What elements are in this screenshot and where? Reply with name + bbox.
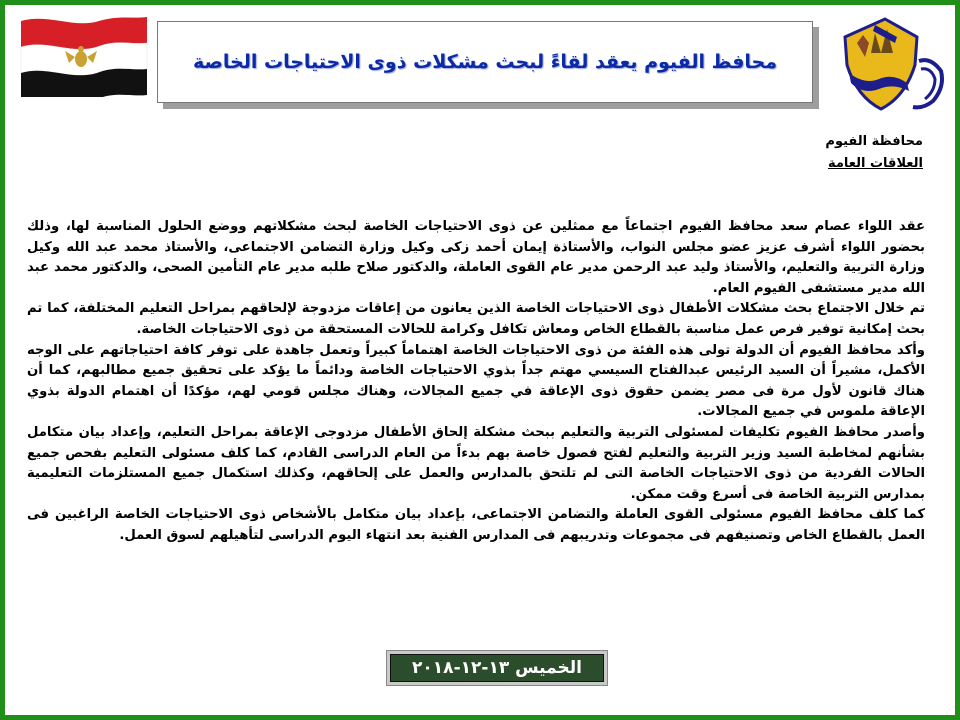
article-paragraph: وأكد محافظ الفيوم أن الدولة تولى هذه الفئة من ذوى الاحتياجات الخاصة اهتماماً كبيراً وتعمل جاهدة على توفر كافة احتياجاتهم على الوجه الأكمل، مشيراً أن السيد الرئيس عبدالفتاح السيسي مهتم جداً بذوي الاحتياجات الخاصة ودائماً ما يؤكد على تحقيق جميع مطالبهم، كما أن هناك قانون لأول مرة فى مصر يضمن حقوق ذوى الإعاقة في جميع المجالات، وهناك مجلس قومي لهم، مؤكدًا أن اهتمام الدولة بذوي الإعاقة ملموس في جميع المجالات. (27, 342, 925, 420)
page-title: محافظ الفيوم يعقد لقاءً لبحث مشكلات ذوى الاحتياجات الخاصة (193, 51, 777, 73)
governorate-name: محافظة الفيوم (825, 134, 923, 149)
egypt-flag-icon (19, 15, 149, 97)
date-text: الخميس ١٣-١٢-٢٠١٨ (390, 654, 604, 682)
article-body (27, 217, 925, 547)
article-paragraph: تم خلال الاجتماع بحث مشكلات الأطفال ذوى الاحتياجات الخاصة الذين يعانون من إعاقات مزدوجة لإلحاقهم بمراحل التعليم المختلفة، كما تم بحث إمكانية توفير فرص عمل مناسبة بالقطاع الخاص ومعاش تكافل وكرامة للحالات المستحقة من ذوى الاحتياجات الخاصة. (27, 301, 925, 337)
article-paragraph: عقد اللواء عصام سعد محافظ الفيوم اجتماعاً مع ممثلين عن ذوى الاحتياجات الخاصة لبحث مشكلاتهم ووضع الحلول المناسبة لها، وذلك بحضور اللواء أشرف عزيز عضو مجلس النواب، والأستاذة إيمان أحمد زكى وكيل وزارة التضامن الاجتماعى، والأستاذ محمد عبد الله وكيل وزارة التربية والتعليم، والأستاذ وليد عبد الرحمن مدير عام القوى العاملة، والدكتور صلاح طلبه مدير عام التأمين الصحى، والدكتور محمد عبد الله مدير مستشفى الفيوم العام. (27, 219, 925, 296)
article-paragraph: كما كلف محافظ الفيوم مسئولى القوى العاملة والتضامن الاجتماعى، بإعداد بيان متكامل بالأشخاص ذوى الاحتياجات الخاصة الراغبين فى العمل بالقطاع الخاص وتصنيفهم فى مجموعات وتدريبهم فى المدارس الفنية بعد انتهاء اليوم الدراسى لتأهيلهم لسوق العمل. (27, 507, 925, 543)
fayoum-governorate-logo (835, 13, 955, 111)
title-banner (157, 21, 813, 103)
department-name: العلاقات العامة (827, 156, 923, 171)
date-badge (386, 650, 608, 686)
article-paragraph: وأصدر محافظ الفيوم تكليفات لمسئولى التربية والتعليم ببحث مشكلة إلحاق الأطفال مزدوجى الإعاقة بمراحل التعليم، وإعداد بيان متكامل بشأنهم لمخاطبة السيد وزير التربية والتعليم لفتح فصول خاصة بهم بدءاً من العام الدراسى القادم، كما كلف مسئولى التعليم بفحص جميع الحالات الفردية من ذوى الاحتياجات الخاصة التى لم تلتحق بالمدارس والعمل على إلحاقهم، وكذلك استكمال جميع المستلزمات التعليمية بمدارس التربية الخاصة فى أسرع وقت ممكن. (27, 424, 925, 502)
organization-header (825, 131, 923, 175)
